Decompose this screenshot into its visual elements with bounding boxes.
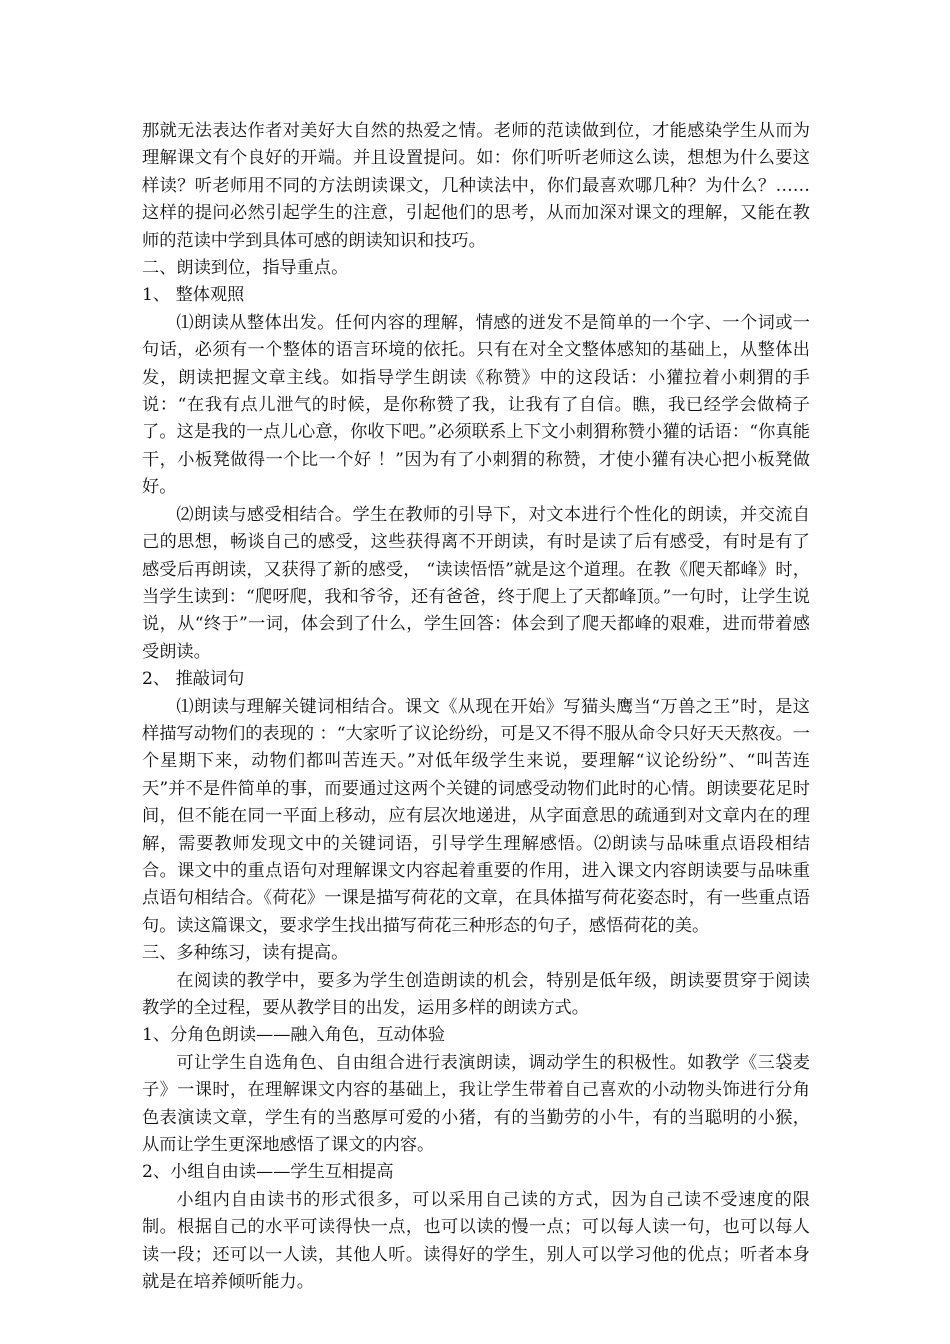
paragraph-keywords: ⑴朗读与理解关键词相结合。课文《从现在开始》写猫头鹰当“万兽之王”时，是这样描写动物们的表现的 ：“大家听了议论纷纷，可是又不得不服从命令只好天天熬夜。一个星期下来，动物们都叫苦连天。”对低年级学生来说，要理解“议论纷纷”、“叫苦连天”并不是件简单的事，而要通过这两个关键的词感受动物们此时的心情。朗读要花足时间，但不能在同一平面上移动，应有层次地递进，从字面意思的疏通到对文章内在的理解，需要教师发现文中的关键词语，引导学生理解感悟。⑵朗读与品味重点语段相结合。课文中的重点语句对理解课文内容起着重要的作用，进入课文内容朗读要与品味重点语句相结合。《荷花》一课是描写荷花的文章，在具体描写荷花姿态时，有一些重点语句。读这篇课文，要求学生找出描写荷花三种形态的句子，感悟荷花的美。 <box>142 696 810 936</box>
subsection-heading-3-2: 2、小组自由读——学生互相提高 <box>142 1162 394 1183</box>
paragraph-practice-intro: 在阅读的教学中，要多为学生创造朗读的机会，特别是低年级，朗读要贯穿于阅读教学的全过程，要从教学目的出发，运用多样的朗读方式。 <box>142 970 810 1018</box>
paragraph-reading-feeling: ⑵朗读与感受相结合。学生在教师的引导下，对文本进行个性化的朗读，并交流自己的思想，畅谈自己的感受，这些获得离不开朗读，有时是读了后有感受，有时是有了感受后再朗读，又获得了新的感受， “读读悟悟”就是这个道理。在教《爬天都峰》时，当学生读到：“爬呀爬，我和爷爷，还有爸爸，终于爬上了天都峰顶。”一句时，让学生说说，从“终于”一词，体会到了什么，学生回答：体会到了爬天都峰的艰难，进而带着感受朗读。 <box>142 504 810 662</box>
paragraph-role-reading: 可让学生自选角色、自由组合进行表演朗读，调动学生的积极性。如教学《三袋麦子》一课时，在理解课文内容的基础上，我让学生带着自己喜欢的小动物头饰进行分角色表演读文章，学生有的当憨厚可爱的小猪，有的当勤劳的小牛，有的当聪明的小猴，从而让学生更深地感悟了课文的内容。 <box>142 1052 810 1156</box>
paragraph-group-reading: 小组内自由读书的形式很多，可以采用自己读的方式，因为自己读不受速度的限制。根据自己的水平可读得快一点，也可以读的慢一点；可以每人读一句，也可以每人读一段；还可以一人读，其他人听。读得好的学生，别人可以学习他的优点；听者本身就是在培养倾听能力。 <box>142 1189 810 1293</box>
subsection-heading-3-1: 1、分角色朗读——融入角色，互动体验 <box>142 1025 446 1046</box>
section-heading-2: 二、朗读到位，指导重点。 <box>142 258 349 279</box>
paragraph-intro-continuation: 那就无法表达作者对美好大自然的热爱之情。老师的范读做到位，才能感染学生从而为理解课文有个良好的开端。并且设置提问。如：你们听听老师这么读，想想为什么要这样读？听老师用不同的方法朗读课文，几种读法中，你们最喜欢哪几种？为什么？……这样的提问必然引起学生的注意，引起他们的思考，从而加深对课文的理解，又能在教师的范读中学到具体可感的朗读知识和技巧。 <box>142 121 810 251</box>
paragraph-whole-reading: ⑴朗读从整体出发。任何内容的理解，情感的迸发不是简单的一个字、一个词或一句话，必须有一个整体的语言环境的依托。只有在对全文整体感知的基础上，从整体出发，朗读把握文章主线。如指导学生朗读《称赞》中的这段话：小獾拉着小刺猬的手说：“在我有点儿泄气的时候，是你称赞了我，让我有了自信。瞧，我已经学会做椅子了。这是我的一点儿心意，你收下吧。”必须联系上下文小刺猬称赞小獾的话语：“你真能干，小板凳做得一个比一个好 ！”因为有了小刺猬的称赞，才使小獾有决心把小板凳做好。 <box>142 312 810 498</box>
document-page <box>142 118 810 1296</box>
subsection-heading-2-1: 1、 整体观照 <box>142 285 245 306</box>
subsection-heading-2-2: 2、 推敲词句 <box>142 669 245 690</box>
section-heading-3: 三、多种练习，读有提高。 <box>142 943 349 964</box>
